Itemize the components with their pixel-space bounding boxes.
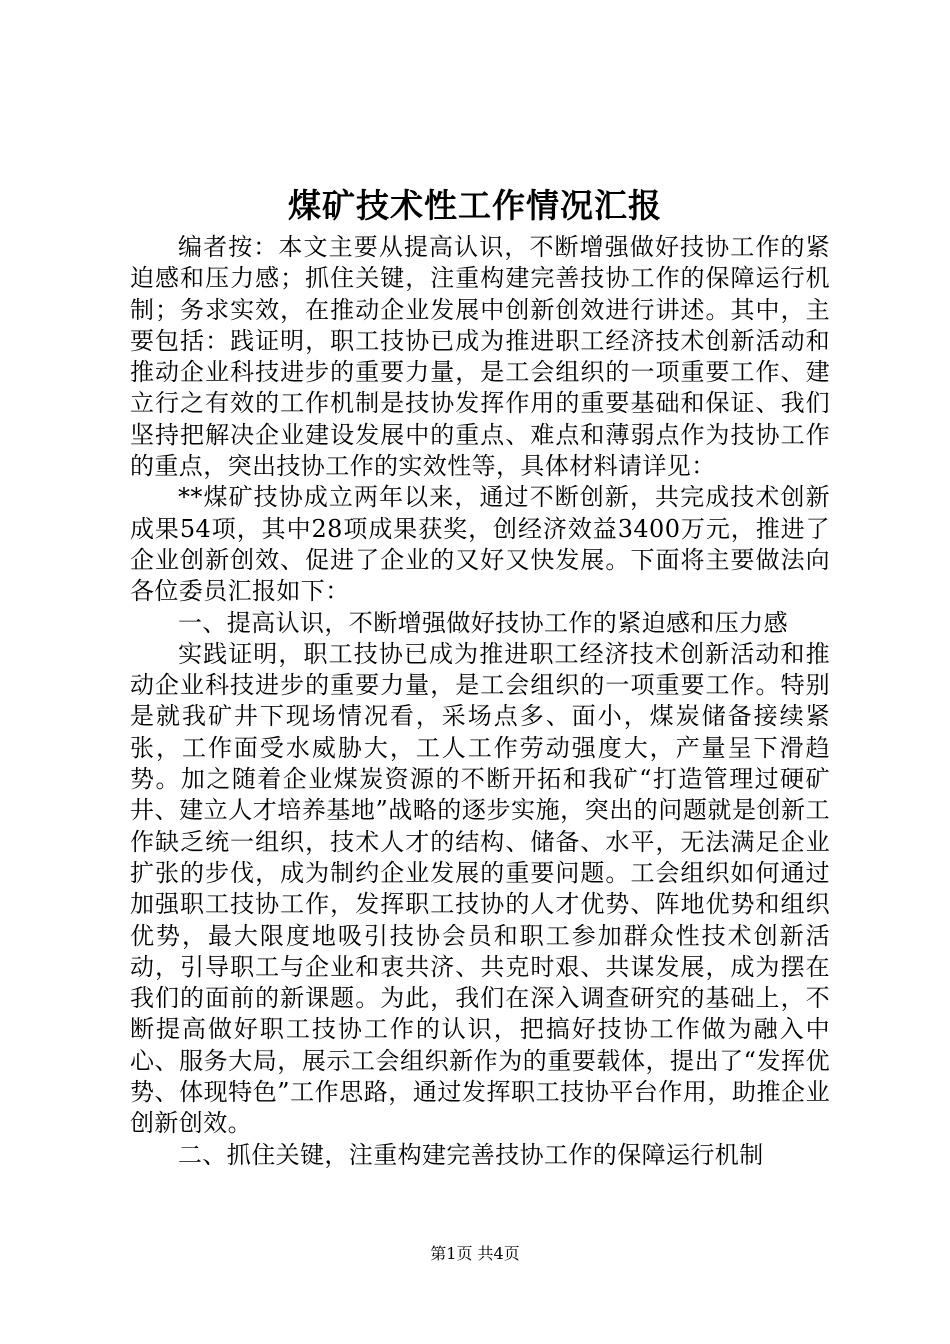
editor-note-paragraph: 编者按：本文主要从提高认识，不断增强做好技协工作的紧迫感和压力感；抓住关键，注重构建完善技协工作的保障运行机制；务求实效，在推动企业发展中创新创效进行讲述。其中，主要包括：践证明，职工技协已成为推进职工经济技术创新活动和推动企业科技进步的重要力量，是工会组织的一项重要工作、建立行之有效的工作机制是技协发挥作用的重要基础和保证、我们坚持把解决企业建设发展中的重点、难点和薄弱点作为技协工作的重点，突出技协工作的实效性等，具体材料请详见：: [130, 233, 830, 481]
document-title: 煤矿技术性工作情况汇报: [288, 186, 662, 225]
section-1-paragraph: 实践证明，职工技协已成为推进职工经济技术创新活动和推动企业科技进步的重要力量，是工会组织的一项重要工作。特别是就我矿井下现场情况看，采场点多、面小，煤炭储备接续紧张，工作面受水威胁大，工人工作劳动强度大，产量呈下滑趋势。加之随着企业煤炭资源的不断开拓和我矿“打造管理过硬矿井、建立人才培养基地”战略的逐步实施，突出的问题就是创新工作缺乏统一组织，技术人才的结构、储备、水平，无法满足企业扩张的步伐，成为制约企业发展的重要问题。工会组织如何通过加强职工技协工作，发挥职工技协的人才优势、阵地优势和组织优势，最大限度地吸引技协会员和职工参加群众性技术创新活动，引导职工与企业和衷共济、共克时艰、共谋发展，成为摆在我们的面前的新课题。为此，我们在深入调查研究的基础上，不断提高做好职工技协工作的认识，把搞好技协工作做为融入中心、服务大局，展示工会组织新作为的重要载体，提出了“发挥优势、体现特色”工作思路，通过发挥职工技协平台作用，助推企业创新创效。: [130, 639, 830, 1138]
page-number: 第1页 共4页: [430, 1244, 520, 1263]
section-heading-2: 二、抓住关键，注重构建完善技协工作的保障运行机制: [178, 1140, 764, 1169]
intro-paragraph: **煤矿技协成立两年以来，通过不断创新，共完成技术创新成果54项，其中28项成果获奖，创经济效益3400万元，推进了企业创新创效、促进了企业的又好又快发展。下面将主要做法向各位委员汇报如下：: [130, 483, 830, 606]
document-body: [130, 232, 830, 1171]
section-heading-1: 一、提高认识，不断增强做好技协工作的紧迫感和压力感: [178, 608, 788, 637]
